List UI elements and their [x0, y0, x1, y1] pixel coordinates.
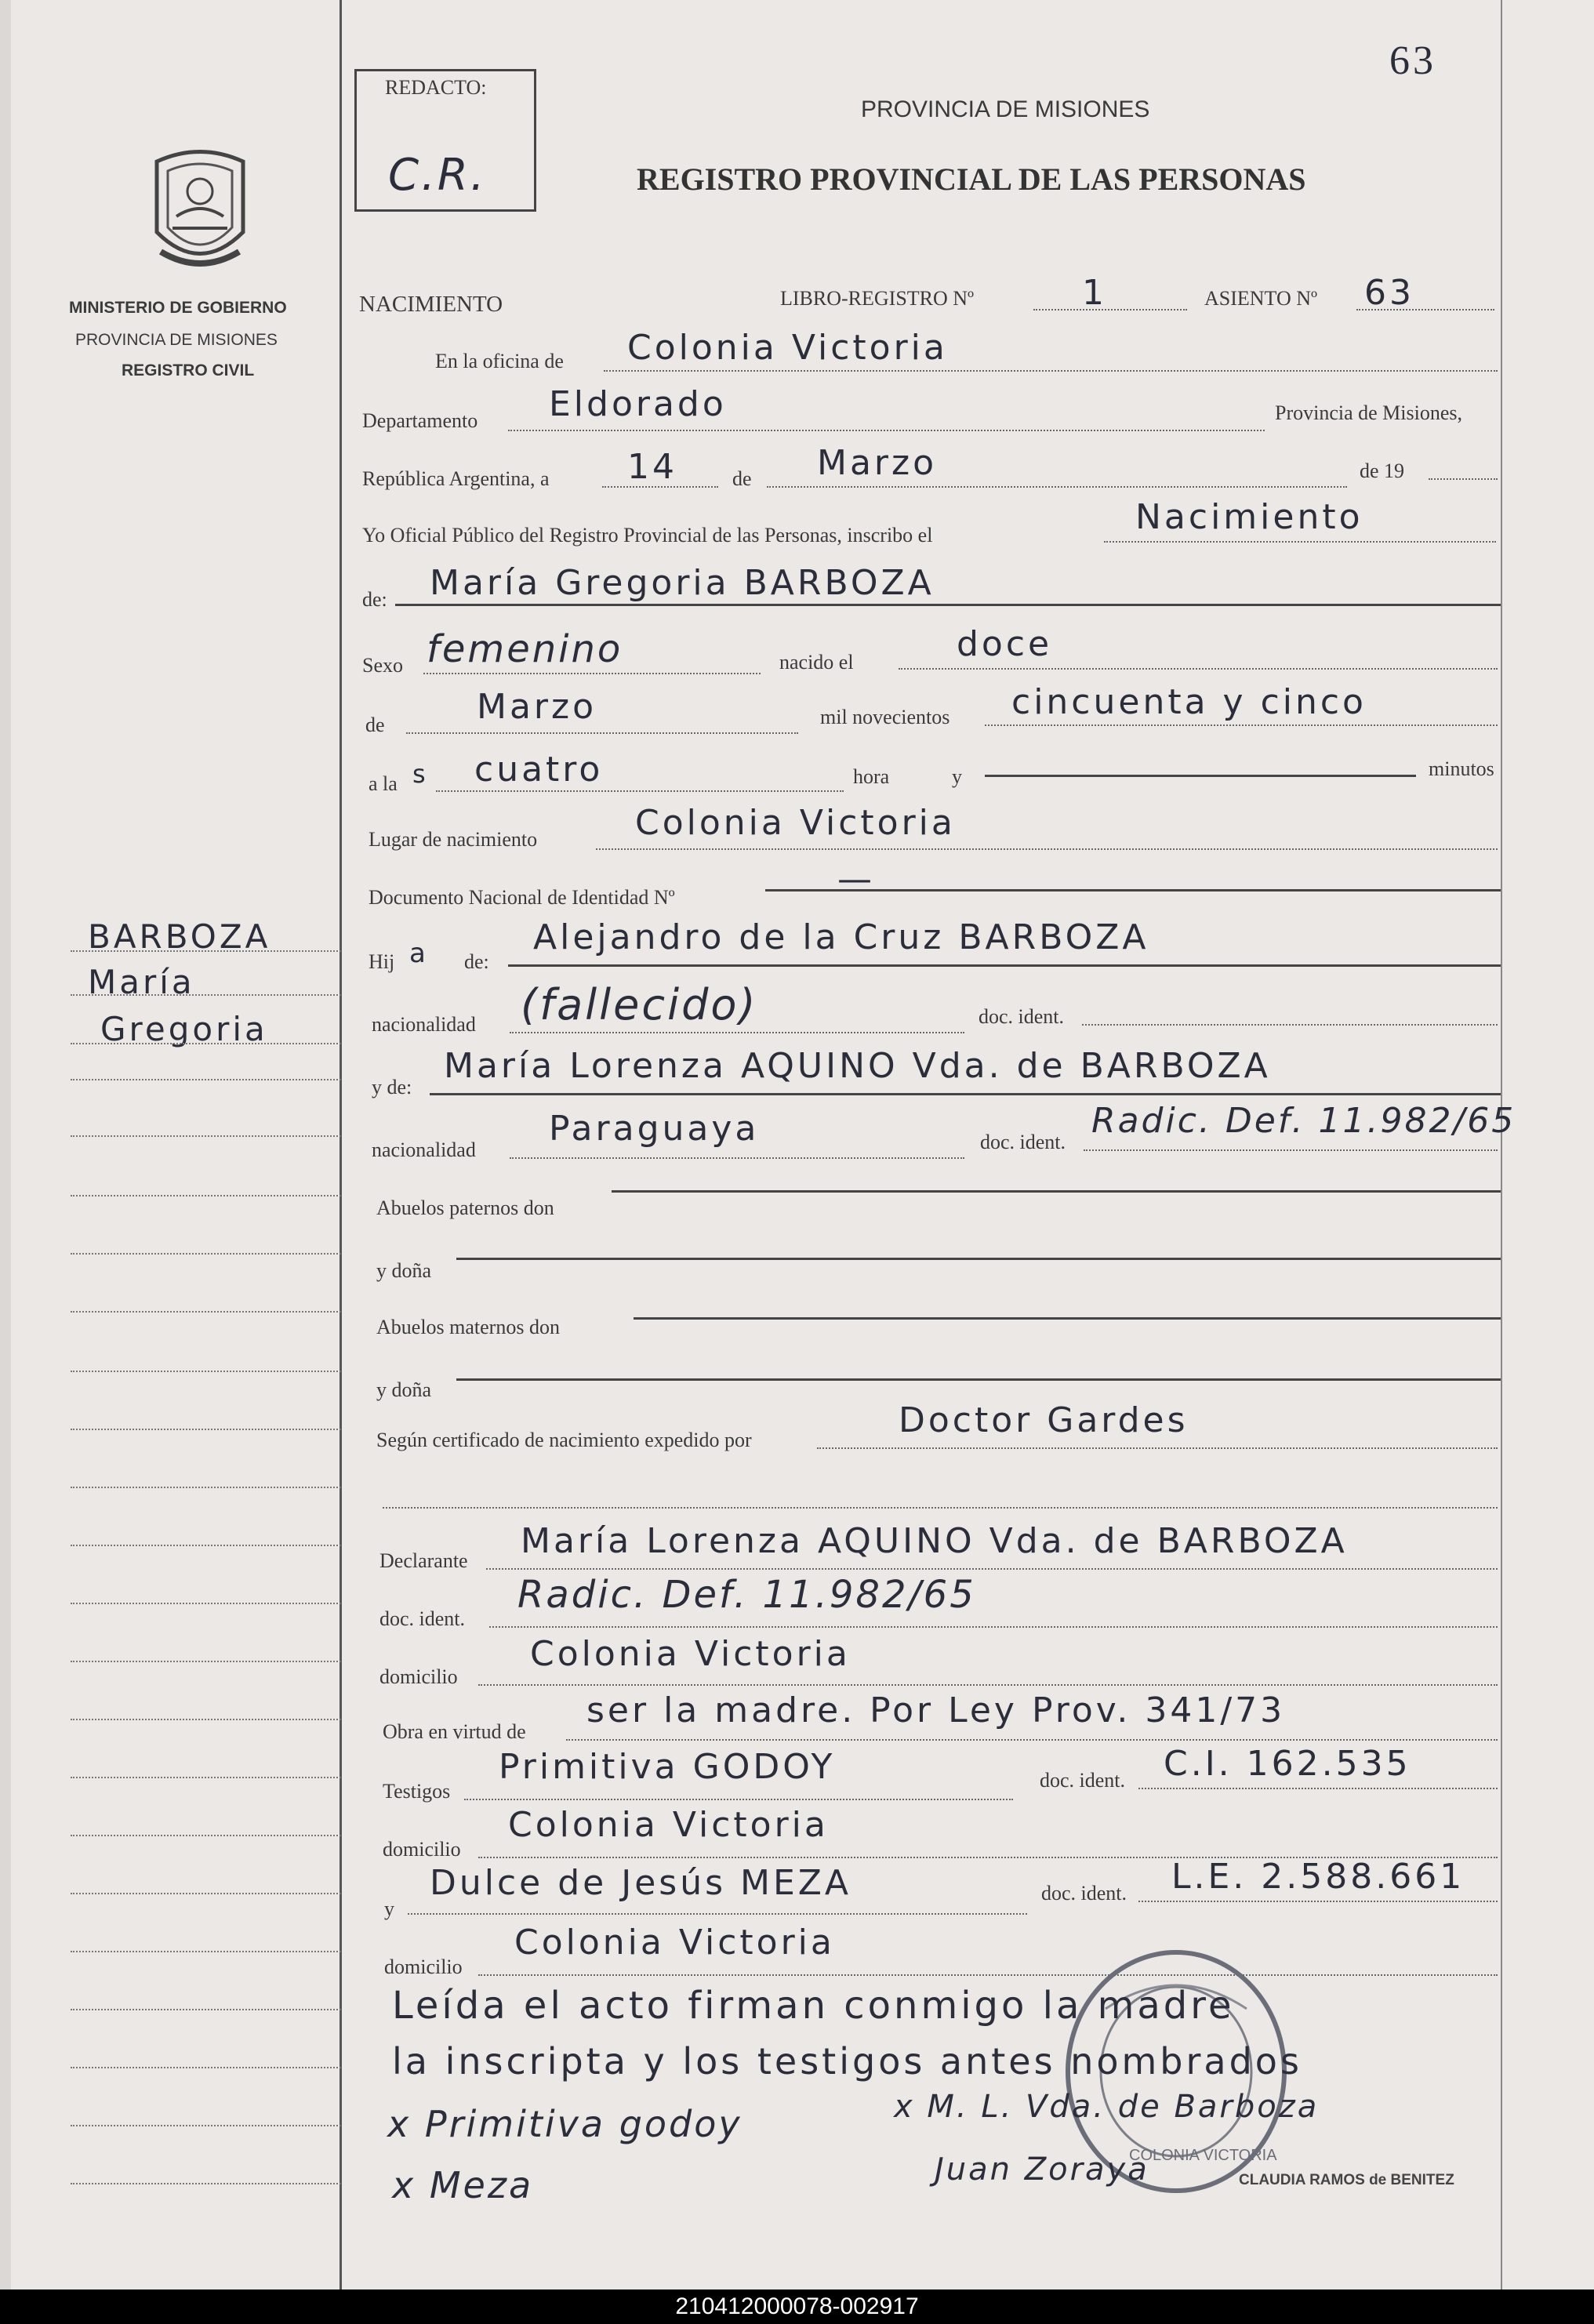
- republica-label: República Argentina, a: [362, 467, 550, 490]
- hij-suffix: a: [409, 938, 429, 969]
- padre-doc-label: doc. ident.: [979, 1005, 1065, 1028]
- testigos-label: Testigos: [383, 1780, 451, 1803]
- sexo-label: Sexo: [362, 654, 403, 677]
- margin-line: [71, 2067, 341, 2068]
- abuelos-pat-label: Abuelos paternos don: [376, 1196, 554, 1219]
- libro-value: 1: [1082, 273, 1107, 313]
- madre-doc-value: Radic. Def. 11.982/65: [1091, 1101, 1516, 1141]
- margin-note-name2: Gregoria: [100, 1010, 268, 1048]
- header-title: REGISTRO PROVINCIAL DE LAS PERSONAS: [637, 162, 1306, 197]
- official-name: CLAUDIA RAMOS de BENITEZ: [1239, 2172, 1454, 2188]
- obra-label: Obra en virtud de: [383, 1720, 526, 1743]
- segun-label: Según certificado de nacimiento expedido por: [376, 1429, 752, 1451]
- margin-line: [71, 1545, 341, 1546]
- abuelos-pat-line: [612, 1190, 1501, 1193]
- testigo2-dom-value: Colonia Victoria: [514, 1923, 835, 1963]
- testigo1-value: Primitiva GODOY: [499, 1747, 836, 1787]
- obra-line: [566, 1739, 1498, 1741]
- decl-dom-label: domicilio: [379, 1665, 458, 1688]
- nacido-value: doce: [957, 624, 1053, 664]
- padre-nac-line: [510, 1032, 964, 1033]
- provincia-label: Provincia de Misiones,: [1275, 401, 1463, 424]
- header-province: PROVINCIA DE MISIONES: [861, 96, 1150, 122]
- margin-note-name1: María: [88, 963, 195, 1001]
- oficina-label: En la oficina de: [435, 350, 564, 372]
- margin-line: [71, 1835, 341, 1836]
- signature-oficial: Juan Zoraya: [935, 2152, 1149, 2188]
- testigo2-dom-label: domicilio: [384, 1955, 463, 1978]
- hora-value: cuatro: [474, 750, 604, 790]
- margin-line: [71, 1429, 341, 1430]
- testigo1-line: [464, 1799, 1013, 1800]
- month-line: [767, 486, 1347, 488]
- departamento-value: Eldorado: [549, 384, 727, 424]
- ministry-line1: MINISTERIO DE GOBIERNO: [69, 299, 287, 317]
- hora-label: hora: [853, 765, 890, 788]
- closing-line1: Leída el acto firman conmigo la madre: [392, 1984, 1235, 2028]
- redacto-value: C.R.: [388, 150, 487, 201]
- testigo1-doc-value: C.I. 162.535: [1164, 1744, 1411, 1784]
- dni-line: [765, 889, 1501, 891]
- testigo2-dom-line: [478, 1974, 1498, 1976]
- asiento-label: ASIENTO Nº: [1204, 287, 1318, 310]
- testigo1-dom-label: domicilio: [383, 1838, 461, 1861]
- padre-nac-label: nacionalidad: [372, 1013, 476, 1036]
- testigo2-value: Dulce de Jesús MEZA: [430, 1863, 851, 1903]
- departamento-label: Departamento: [362, 409, 478, 432]
- margin-line: [71, 1719, 341, 1720]
- declarante-value: María Lorenza AQUINO Vda. de BARBOZA: [521, 1521, 1348, 1561]
- oficial-text: Yo Oficial Público del Registro Provincial de las Personas, inscribo el: [362, 524, 933, 547]
- blank-line: [383, 1507, 1498, 1509]
- testigo2-doc-value: L.E. 2.588.661: [1171, 1857, 1465, 1897]
- redacto-label: REDACTO:: [385, 76, 487, 99]
- margin-line: [71, 1487, 341, 1488]
- anio-line: [985, 724, 1498, 726]
- margin-line: [71, 1043, 341, 1044]
- year-label: de 19: [1360, 459, 1405, 482]
- madre-doc-label: doc. ident.: [980, 1131, 1066, 1153]
- hij-label: Hij: [369, 950, 395, 973]
- margin-line: [71, 1253, 341, 1255]
- redacto-box: [354, 69, 536, 212]
- padre-nac-value: (fallecido): [521, 980, 758, 1029]
- de-label: de: [732, 467, 752, 490]
- ministry-line3: REGISTRO CIVIL: [122, 361, 255, 379]
- madre-nac-label: nacionalidad: [372, 1138, 476, 1161]
- sexo-line: [423, 673, 761, 674]
- oficina-value: Colonia Victoria: [627, 328, 948, 368]
- hora-line: [436, 790, 844, 792]
- ministry-line2: PROVINCIA DE MISIONES: [75, 331, 278, 349]
- minutos-label: minutos: [1429, 757, 1494, 780]
- segun-line: [817, 1447, 1498, 1449]
- testigo1-dom-value: Colonia Victoria: [508, 1805, 829, 1845]
- margin-line: [71, 1951, 341, 1952]
- y2-label: y: [384, 1897, 394, 1920]
- segun-value: Doctor Gardes: [899, 1400, 1189, 1440]
- margin-line: [71, 1893, 341, 1894]
- lugar-label: Lugar de nacimiento: [369, 828, 538, 851]
- pat-dona-label: y doña: [376, 1259, 432, 1282]
- hij-de-label: de:: [464, 950, 489, 973]
- mes-line: [406, 732, 798, 734]
- right-border: [1501, 0, 1502, 2290]
- margin-note-surname: BARBOZA: [88, 917, 271, 956]
- asiento-value: 63: [1364, 273, 1414, 313]
- madre-nac-line: [510, 1157, 964, 1159]
- acta-value: Nacimiento: [1135, 497, 1363, 537]
- decl-doc-label: doc. ident.: [379, 1607, 466, 1630]
- margin-line: [71, 2183, 341, 2184]
- signature-testigo1: x Primitiva godoy: [387, 2103, 743, 2145]
- decl-dom-line: [478, 1684, 1498, 1686]
- padre-doc-line: [1082, 1024, 1498, 1026]
- departamento-line: [508, 430, 1265, 431]
- testigo2-doc-label: doc. ident.: [1041, 1882, 1127, 1905]
- sexo-value: femenino: [427, 627, 623, 671]
- margin-line: [71, 2009, 341, 2010]
- dni-value: —: [837, 859, 875, 899]
- declarante-label: Declarante: [379, 1549, 468, 1572]
- testigo1-doc-label: doc. ident.: [1040, 1769, 1126, 1792]
- page-number: 63: [1389, 38, 1436, 83]
- abuelos-mat-label: Abuelos maternos don: [376, 1316, 560, 1338]
- alas-suffix: s: [412, 759, 429, 789]
- obra-value: ser la madre. Por Ley Prov. 341/73: [586, 1690, 1286, 1730]
- margin-line: [71, 2125, 341, 2126]
- mes-label: de: [365, 714, 385, 736]
- stamp-text: COLONIA VICTORIA: [1129, 2147, 1277, 2164]
- testigo2-doc-line: [1138, 1901, 1498, 1902]
- padre-line: [508, 964, 1501, 967]
- madre-line: [430, 1093, 1501, 1095]
- libro-line: [1033, 309, 1187, 310]
- testigo2-line: [408, 1913, 1027, 1915]
- alas-label: a la: [369, 772, 398, 795]
- nacido-label: nacido el: [779, 651, 854, 674]
- nombre-label: de:: [362, 588, 387, 611]
- margin-line: [71, 1135, 341, 1137]
- madre-value: María Lorenza AQUINO Vda. de BARBOZA: [444, 1046, 1271, 1086]
- padre-value: Alejandro de la Cruz BARBOZA: [533, 917, 1149, 957]
- declarante-line: [486, 1568, 1498, 1570]
- anio-value: cincuenta y cinco: [1011, 682, 1367, 722]
- provincial-seal-icon: [141, 146, 259, 279]
- margin-line: [71, 1603, 341, 1604]
- margin-line: [71, 1079, 341, 1080]
- month-value: Marzo: [817, 443, 938, 483]
- margin-divider: [339, 0, 342, 2290]
- abuelos-mat-line: [634, 1317, 1501, 1320]
- margin-line: [71, 1777, 341, 1778]
- nacido-line: [899, 668, 1498, 670]
- image-caption: 210412000078-002917: [0, 2290, 1594, 2324]
- year-line: [1429, 478, 1498, 480]
- acta-line: [1104, 541, 1496, 543]
- margin-line: [71, 994, 341, 996]
- lugar-value: Colonia Victoria: [635, 803, 956, 843]
- margin-line: [71, 1661, 341, 1662]
- mil-label: mil novecientos: [820, 706, 950, 728]
- dni-label: Documento Nacional de Identidad Nº: [369, 886, 675, 909]
- mes-value: Marzo: [477, 687, 597, 727]
- decl-doc-value: Radic. Def. 11.982/65: [517, 1573, 976, 1617]
- margin-line: [71, 1311, 341, 1313]
- testigo1-doc-line: [1138, 1788, 1498, 1789]
- y-label: y: [952, 765, 962, 788]
- signature-testigo2: x Meza: [392, 2164, 534, 2206]
- margin-line: [71, 1371, 341, 1372]
- margin-line: [71, 1195, 341, 1196]
- lugar-line: [596, 848, 1498, 850]
- madre-nac-value: Paraguaya: [549, 1109, 760, 1149]
- mat-dona-label: y doña: [376, 1378, 432, 1401]
- libro-label: LIBRO-REGISTRO Nº: [780, 287, 975, 310]
- signature-madre: x M. L. Vda. de Barboza: [894, 2089, 1320, 2125]
- decl-dom-value: Colonia Victoria: [530, 1634, 851, 1674]
- pat-dona-line: [456, 1258, 1501, 1260]
- oficina-line: [604, 370, 1498, 372]
- minutos-line: [985, 775, 1416, 777]
- nombre-line: [395, 604, 1501, 606]
- page-edge: [0, 0, 11, 2290]
- mat-dona-line: [456, 1378, 1501, 1381]
- madre-doc-line: [1084, 1149, 1498, 1151]
- record-type-label: NACIMIENTO: [359, 292, 503, 317]
- decl-doc-line: [489, 1626, 1498, 1628]
- closing-line2: la inscripta y los testigos antes nombrados: [392, 2040, 1302, 2083]
- nombre-value: María Gregoria BARBOZA: [430, 563, 935, 603]
- margin-line: [71, 950, 341, 952]
- yde-label: y de:: [372, 1076, 412, 1098]
- day-value: 14: [627, 447, 677, 487]
